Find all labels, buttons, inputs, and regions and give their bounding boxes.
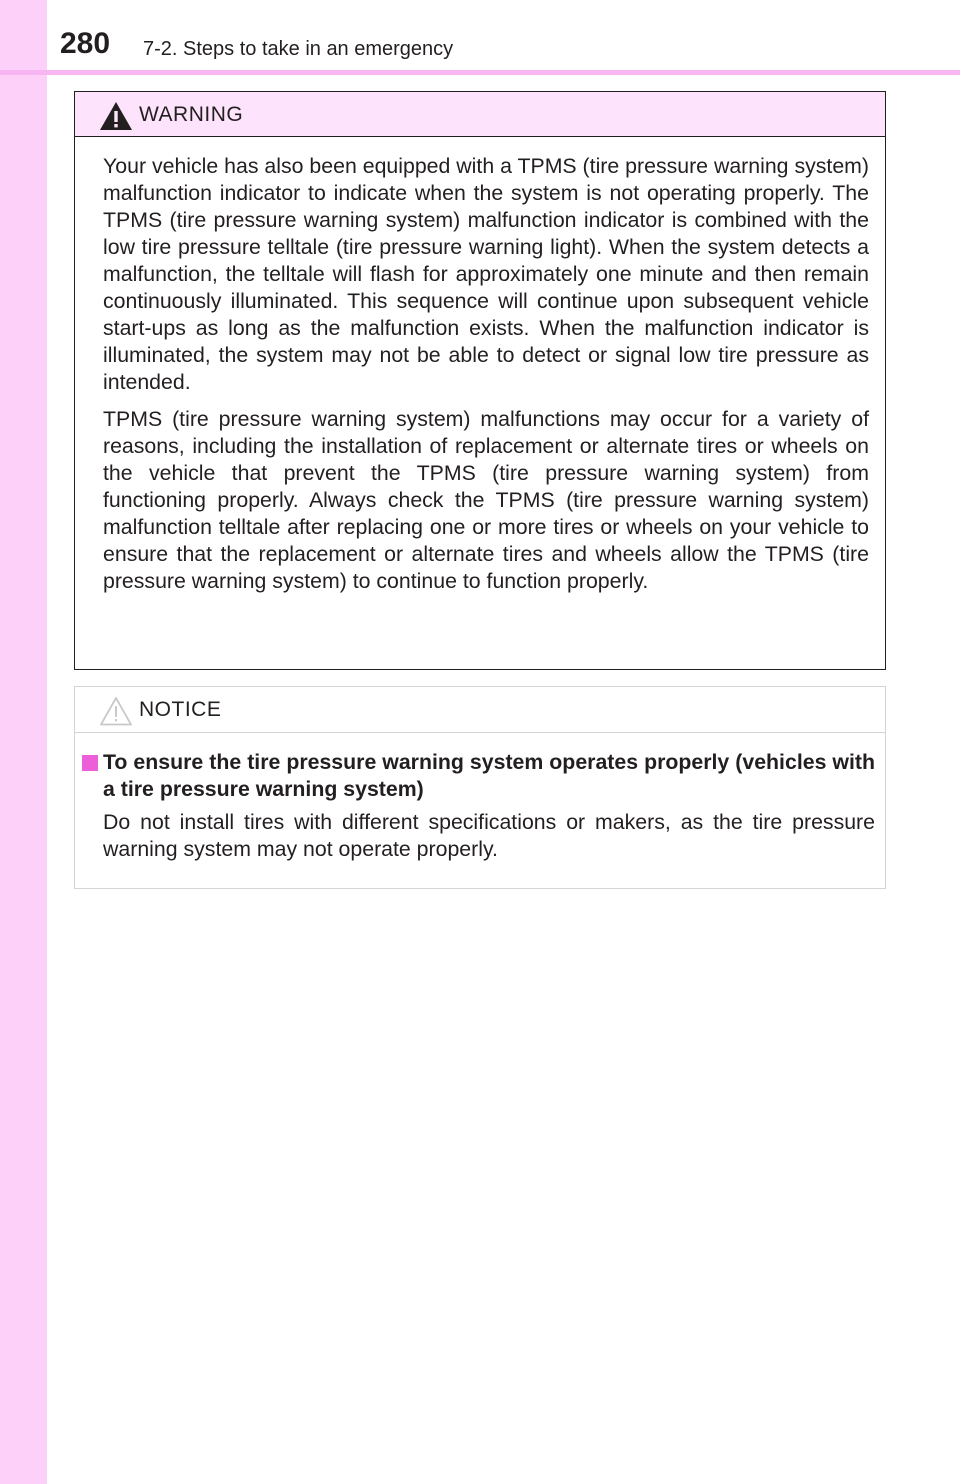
warning-body: [75, 137, 885, 595]
header-divider: [0, 70, 960, 75]
section-title: 7-2. Steps to take in an emergency: [143, 38, 454, 60]
warning-label: WARNING: [139, 103, 244, 126]
warning-paragraph: TPMS (tire pressure warning system) malfunctions may occur for a variety of reasons, including the installation of replacement or alternate tires or wheels on the vehicle that prevent the TPMS (tire pressure warning system) from functioning properly. Always check the TPMS (tire pressure warning system) malfunction telltale after replacing one or more tires or wheels on your vehicle to ensure that the replacement or alternate tires and wheels allow the TPMS (tire pressure warning system) to continue to function properly.: [103, 407, 869, 593]
square-bullet-icon: [82, 755, 98, 771]
warning-box: [74, 91, 886, 670]
notice-label: NOTICE: [139, 698, 222, 721]
page-number: 280: [60, 27, 111, 60]
warning-header: [75, 92, 885, 137]
warning-paragraph: Your vehicle has also been equipped with a TPMS (tire pressure warning system) malfunction indicator to indicate when the system is not operating properly. The TPMS (tire pressure warning system) malfunction indicator is combined with the low tire pressure telltale (tire pressure warning light). When the system detects a malfunction, the telltale will flash for approximately one minute and then remain continuously illuminated. This sequence will continue upon subsequent vehicle start-ups as long as the malfunction exists. When the malfunction indicator is illuminated, the system may not be able to detect or signal low tire pressure as intended.: [103, 154, 869, 394]
notice-item-heading: [81, 749, 875, 803]
notice-header: [75, 687, 885, 733]
notice-item-heading-text: To ensure the tire pressure warning system operates properly (vehicles with a tire pressure warning system): [103, 750, 875, 801]
notice-box: [74, 686, 886, 889]
header-corner: [0, 0, 47, 72]
notice-body: [75, 733, 885, 863]
notice-item-text: Do not install tires with different specifications or makers, as the tire pressure warning system may not operate properly.: [103, 810, 875, 861]
warning-triangle-icon: [98, 100, 134, 132]
left-margin-band: [0, 0, 47, 1484]
notice-triangle-icon: [98, 695, 134, 727]
